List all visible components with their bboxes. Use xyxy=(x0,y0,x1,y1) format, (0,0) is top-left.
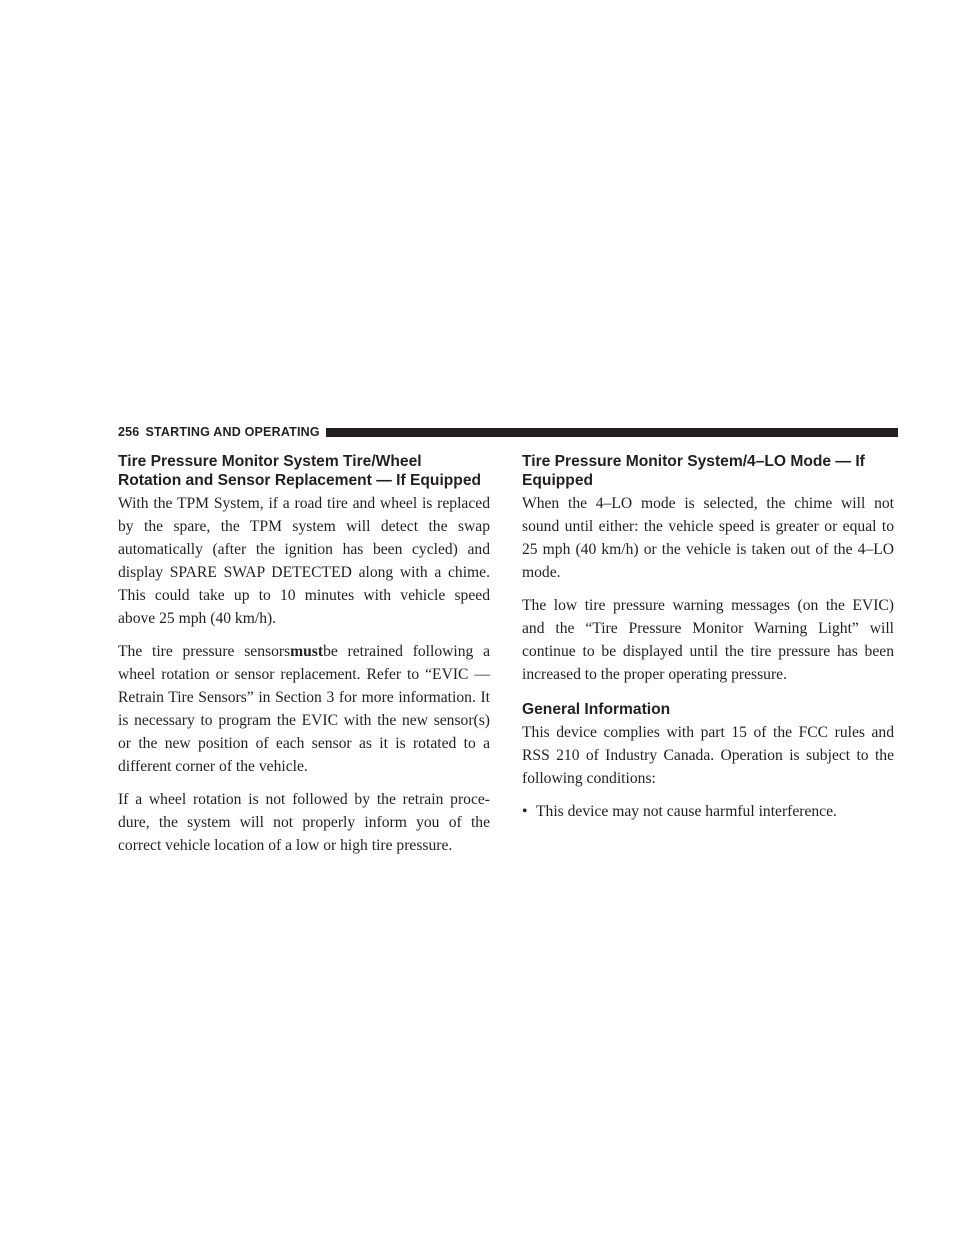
list-item: • This device may not cause harmful interference. xyxy=(522,800,894,823)
paragraph-warning-messages: The low tire pressure warning messages (on the EVIC) and the “Tire Pressure Monitor Warning Light” will continue to be displayed until the tire pressure has been increased to the proper operating pressure. xyxy=(522,597,894,683)
bullet-icon: • xyxy=(522,803,528,820)
page-number: 256 xyxy=(118,425,140,439)
paragraph-retrain-sensors: The tire pressure sensorsmustbe retrained following a wheel rotation or sensor replacement. Refer to “EVIC — Retrain Tire Sensors” in Section 3 for more information. It is necessary to program the EVIC with the new sensor(s) or the new position of each sensor as it is rotated to a different corner of the vehicle. xyxy=(118,643,490,775)
left-column xyxy=(118,452,490,867)
paragraph-spare-swap: With the TPM System, if a road tire and wheel is replaced by the spare, the TPM system will detect the swap automatically (after the ignition has been cycled) and display SPARE SWAP DETECTED along with a chime. This could take up to 10 minutes with vehicle speed above 25 mph (40 km/h). xyxy=(118,495,490,627)
right-column xyxy=(522,452,894,823)
conditions-list xyxy=(522,800,894,823)
heading-tpm-rotation: Tire Pressure Monitor System Tire/Wheel Rotation and Sensor Replacement — If Equipped xyxy=(118,453,482,489)
heading-general-information: General Information xyxy=(522,701,671,718)
section-title: STARTING AND OPERATING xyxy=(145,425,320,439)
header-rule xyxy=(326,428,898,437)
paragraph-fcc-compliance: This device complies with part 15 of the FCC rules and RSS 210 of Industry Canada. Operation is subject to the following conditions: xyxy=(522,724,894,787)
paragraph-4lo-chime: When the 4–LO mode is selected, the chime will not sound until either: the vehicle speed is greater or equal to 25 mph (40 km/h) or the vehicle is taken out of the 4–LO mode. xyxy=(522,495,894,581)
heading-4lo-mode: Tire Pressure Monitor System/4–LO Mode — If Equipped xyxy=(522,453,865,489)
emphasis-must: must xyxy=(290,643,324,660)
paragraph-retrain-procedure: If a wheel rotation is not followed by the retrain proce- dure, the system will not properly inform you of the correct vehicle location of a low or high tire pressure. xyxy=(118,791,490,854)
page-header xyxy=(118,423,898,441)
